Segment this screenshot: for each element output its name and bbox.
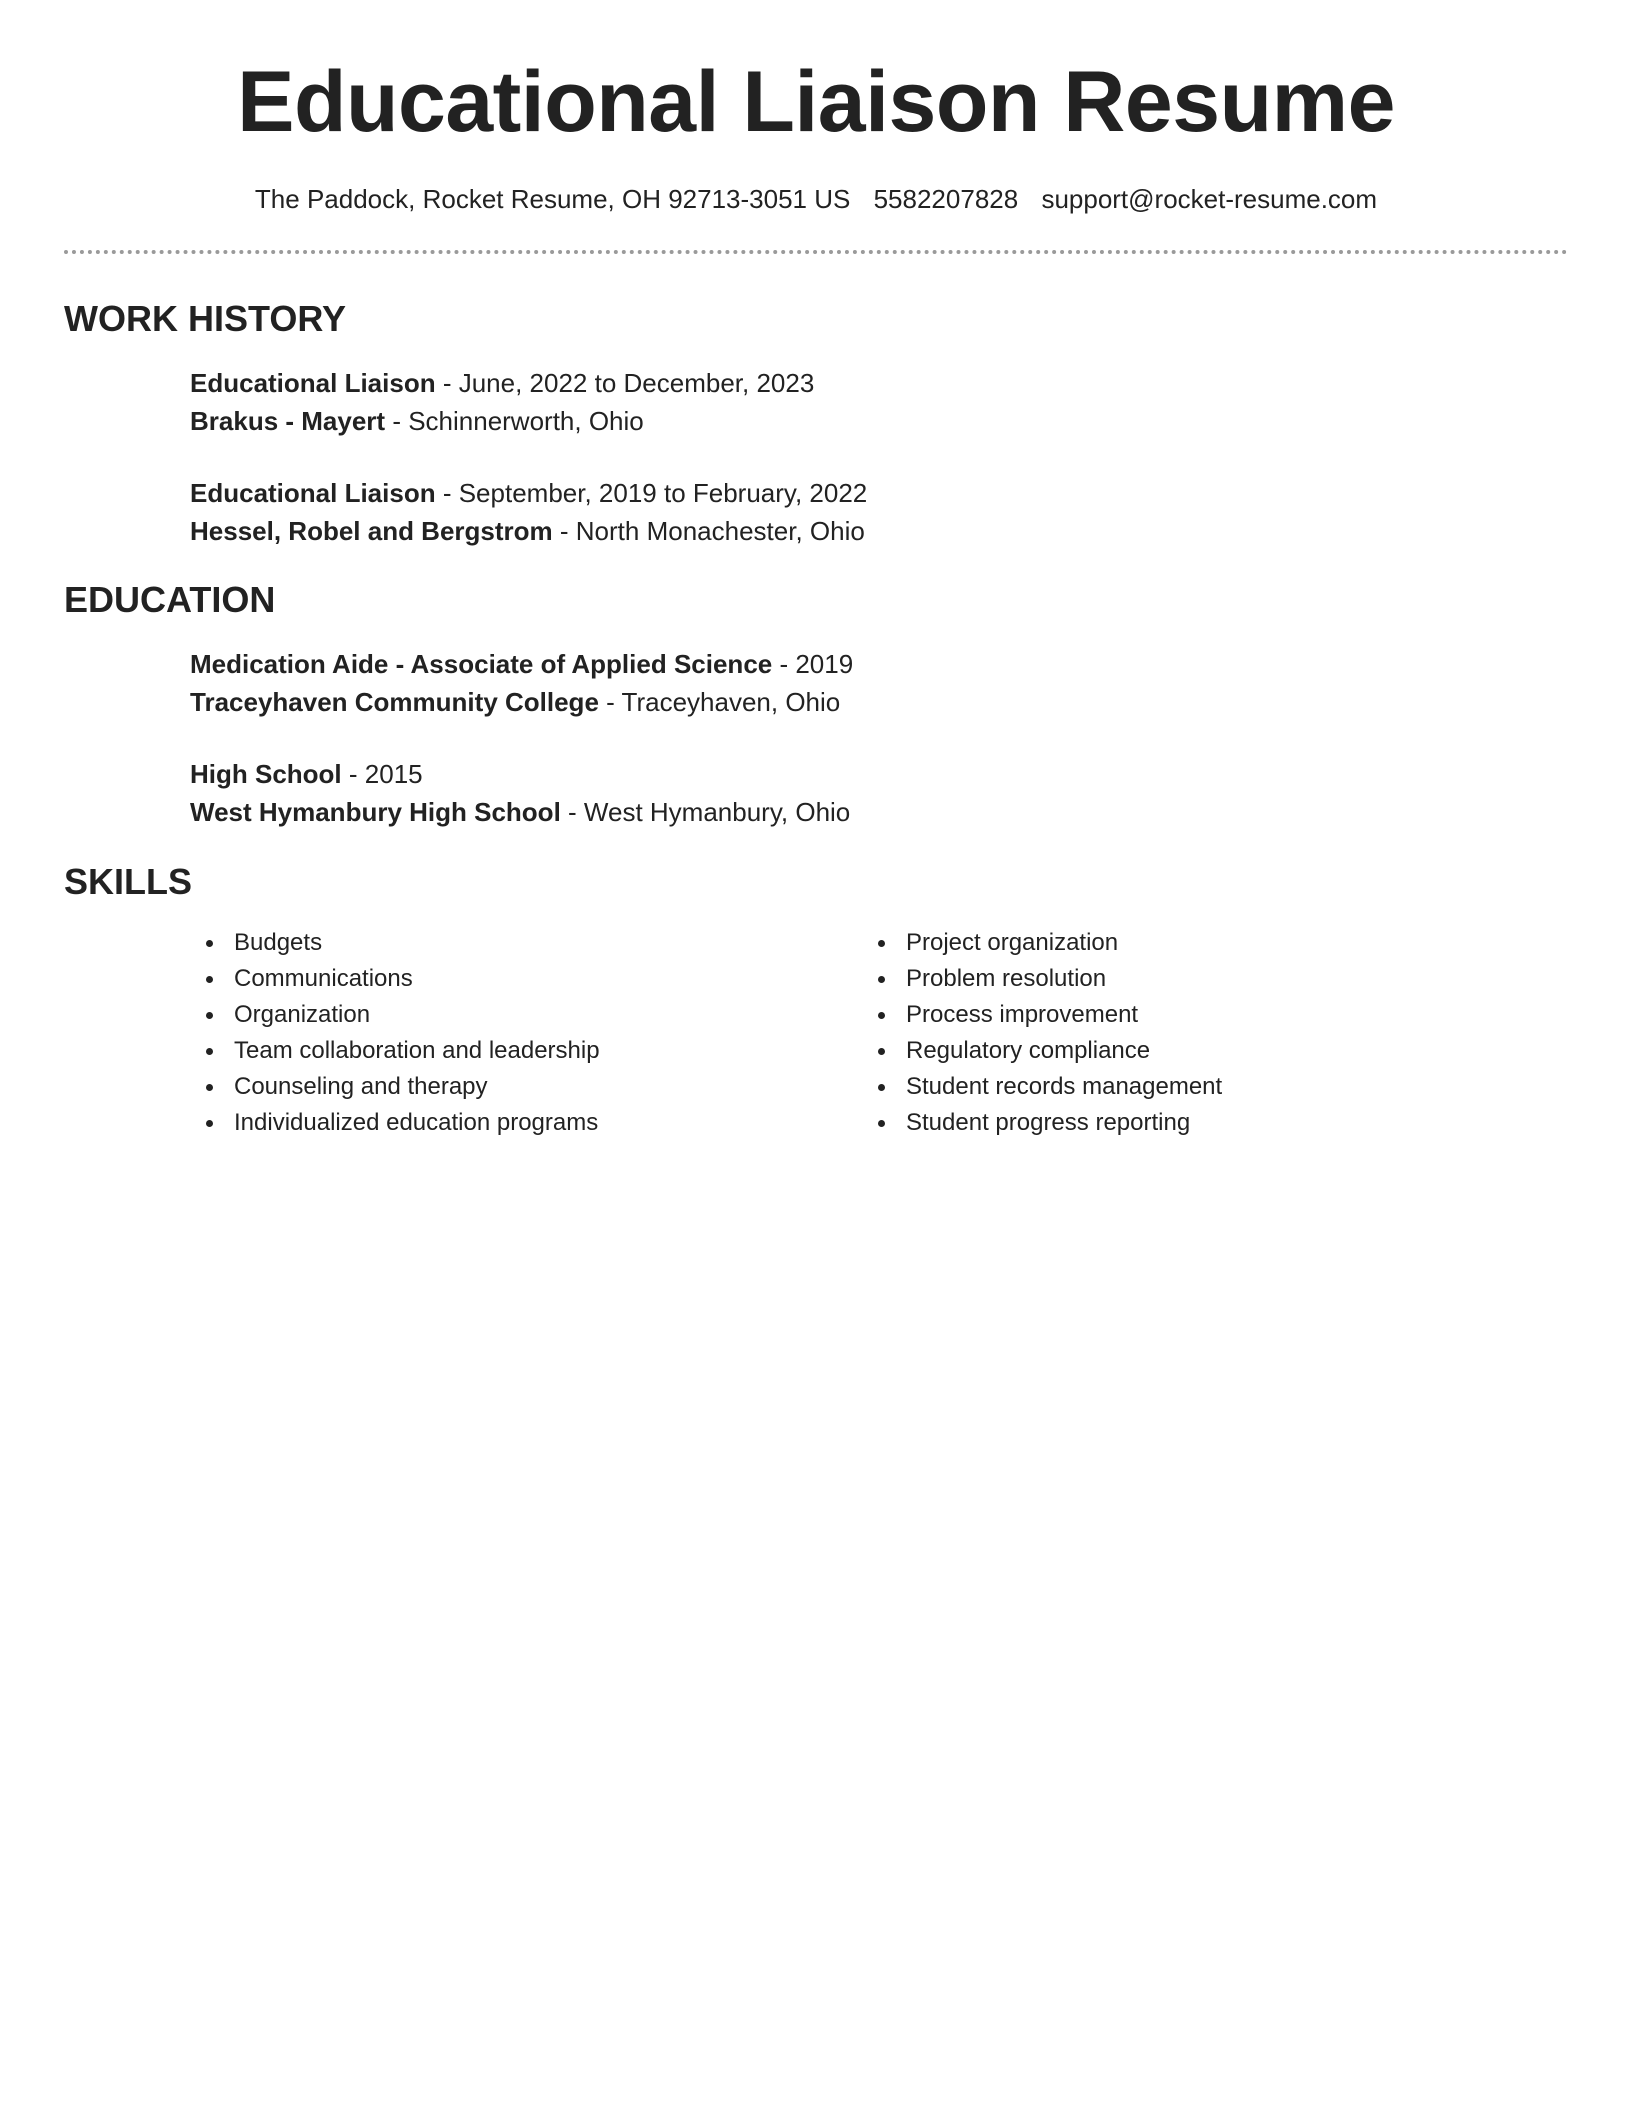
skill-item [190, 1069, 790, 1105]
work-entry-employer-line [190, 402, 1490, 440]
skill-item [190, 997, 790, 1033]
bullet-icon [878, 976, 885, 983]
contact-line [64, 180, 1568, 218]
bullet-icon [878, 1048, 885, 1055]
section-heading-skills: SKILLS [64, 861, 193, 902]
contact-phone: 5582207828 [873, 184, 1019, 214]
education-degree-line [190, 755, 1490, 793]
education-school-line [190, 793, 1490, 831]
skill-label: Student records management [906, 1073, 1223, 1100]
degree-name: Medication Aide - Associate of Applied Science [190, 649, 773, 679]
job-dates: - September, 2019 to February, 2022 [442, 478, 868, 508]
bullet-icon [206, 1084, 213, 1091]
degree-year: - 2019 [779, 649, 854, 679]
degree-name: High School [190, 759, 342, 789]
skills-list-right [862, 925, 1462, 1141]
school-location: - West Hymanbury, Ohio [568, 797, 851, 827]
skill-label: Communications [234, 965, 413, 992]
bullet-icon [878, 1012, 885, 1019]
degree-year: - 2015 [348, 759, 423, 789]
skill-item [190, 961, 790, 997]
skill-item [190, 1105, 790, 1141]
bullet-icon [206, 1120, 213, 1127]
skill-label: Problem resolution [906, 965, 1107, 992]
employer-name: Hessel, Robel and Bergstrom [190, 516, 553, 546]
job-title: Educational Liaison [190, 478, 436, 508]
skill-label: Team collaboration and leadership [234, 1037, 600, 1064]
work-entry [190, 364, 1490, 440]
employer-name: Brakus - Mayert [190, 406, 386, 436]
skill-item [862, 997, 1462, 1033]
skill-item [862, 1033, 1462, 1069]
skill-label: Individualized education programs [234, 1109, 599, 1136]
bullet-icon [206, 976, 213, 983]
skill-label: Organization [234, 1001, 371, 1028]
work-entry-title-line [190, 364, 1490, 402]
skill-label: Project organization [906, 929, 1119, 956]
skill-item [190, 1033, 790, 1069]
contact-address: The Paddock, Rocket Resume, OH 92713-3051 US [254, 184, 851, 214]
job-title: Educational Liaison [190, 368, 436, 398]
bullet-icon [878, 1084, 885, 1091]
work-entry [190, 474, 1490, 550]
school-name: West Hymanbury High School [190, 797, 561, 827]
section-heading-work-history: WORK HISTORY [64, 298, 347, 339]
contact-email: support@rocket-resume.com [1041, 184, 1378, 214]
education-entry [190, 645, 1490, 721]
bullet-icon [206, 1012, 213, 1019]
bullet-icon [206, 1048, 213, 1055]
work-entry-employer-line [190, 512, 1490, 550]
job-dates: - June, 2022 to December, 2023 [442, 368, 815, 398]
section-heading-education: EDUCATION [64, 579, 276, 620]
skill-item [190, 925, 790, 961]
skill-item [862, 925, 1462, 961]
header-divider [64, 250, 1568, 254]
skill-item [862, 1105, 1462, 1141]
skill-label: Regulatory compliance [906, 1037, 1151, 1064]
skill-item [862, 961, 1462, 997]
skill-item [862, 1069, 1462, 1105]
skill-label: Process improvement [906, 1001, 1139, 1028]
skill-label: Counseling and therapy [234, 1073, 488, 1100]
employer-location: - North Monachester, Ohio [559, 516, 865, 546]
work-entry-title-line [190, 474, 1490, 512]
school-name: Traceyhaven Community College [190, 687, 599, 717]
education-entry [190, 755, 1490, 831]
education-degree-line [190, 645, 1490, 683]
skills-list-left [190, 925, 790, 1141]
employer-location: - Schinnerworth, Ohio [392, 406, 644, 436]
skill-label: Student progress reporting [906, 1109, 1191, 1136]
skill-label: Budgets [234, 929, 323, 956]
page-title: Educational Liaison Resume [237, 54, 1395, 150]
bullet-icon [878, 1120, 885, 1127]
bullet-icon [206, 940, 213, 947]
school-location: - Traceyhaven, Ohio [606, 687, 841, 717]
bullet-icon [878, 940, 885, 947]
education-school-line [190, 683, 1490, 721]
